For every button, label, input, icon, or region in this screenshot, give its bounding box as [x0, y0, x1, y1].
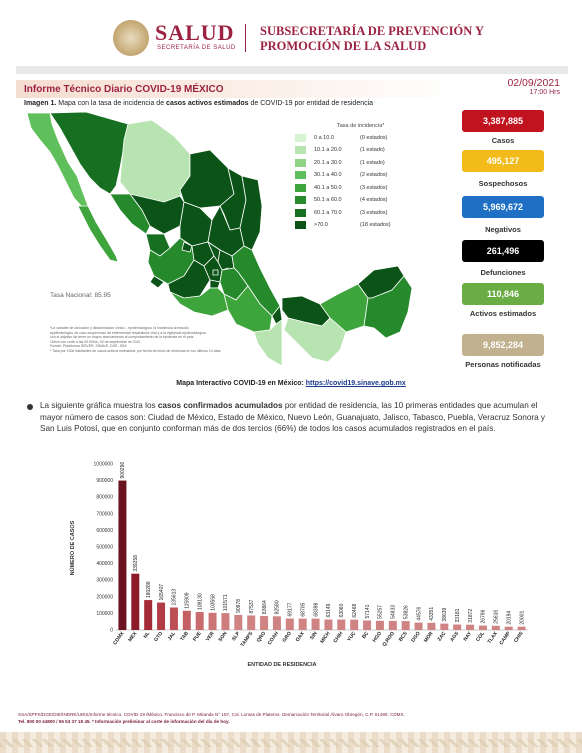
- bar: [337, 620, 345, 630]
- legend-item: [295, 133, 388, 142]
- map-state-chih: [120, 120, 190, 202]
- bar: [196, 612, 204, 630]
- stat-label: Personas notificadas: [465, 360, 541, 369]
- bar: [286, 619, 294, 630]
- stat-label: Casos: [491, 136, 515, 145]
- legend-item: [295, 171, 388, 180]
- bar-value-label: 339258: [133, 554, 140, 572]
- stat-value: 495,127: [462, 150, 544, 172]
- bar: [183, 611, 191, 630]
- bar-value-label: 87537: [248, 599, 255, 614]
- salud-logo-subtitle: SECRETARÍA DE SALUD: [157, 45, 236, 51]
- y-tick-label: 0: [110, 627, 113, 634]
- y-axis-label: NÚMERO DE CASOS: [70, 520, 76, 576]
- footer-line: Tel. 800 00 44800 / 55 53 37 18 45. * Información preliminar al corte de información del día de hoy.: [18, 719, 230, 724]
- legend-swatch: [295, 196, 306, 204]
- legend-count: (4 estados): [360, 197, 388, 203]
- image-caption: Imagen 1. Mapa con la tasa de incidencia de casos activos estimados de COVID-19 por entidad de residencia: [24, 100, 374, 107]
- bar-value-label: 26796: [480, 609, 487, 624]
- y-tick-label: 1000000: [93, 461, 113, 468]
- stat-value: 3,387,885: [462, 110, 544, 132]
- stat-value: 5,969,672: [462, 196, 544, 218]
- bar: [299, 619, 307, 630]
- x-tick-label: MOR: [422, 630, 435, 644]
- legend-range: 50.1 a 60.0: [314, 197, 342, 203]
- legend-swatch: [295, 221, 306, 229]
- bar-value-label: 82580: [274, 600, 281, 615]
- legend-swatch: [295, 159, 306, 167]
- bar-value-label: 38639: [442, 607, 449, 622]
- bar: [415, 623, 423, 630]
- legend-count: (1 estado): [360, 159, 385, 166]
- x-tick-label: COL: [475, 630, 487, 643]
- map-state-chis2: [284, 318, 346, 362]
- legend-count: (3 estados): [360, 209, 388, 216]
- bar-value-label: 68398: [313, 602, 320, 617]
- legend-item: [295, 146, 385, 155]
- map-note: con el objetivo de tener un mayor acercamiento al comportamiento de la epidemia en el país.: [50, 335, 195, 340]
- bar-value-label: 69177: [287, 602, 294, 617]
- bar-value-label: 43351: [429, 606, 436, 621]
- y-tick-label: 800000: [96, 494, 113, 501]
- map-note: epidemiológico de caso sospechoso de enfermedad respiratoria viral y a la vigilancia epidemiológica: [50, 330, 206, 335]
- bar-value-label: 33181: [454, 608, 461, 623]
- stat-label: Activos estimados: [469, 309, 537, 318]
- bar: [260, 616, 268, 630]
- bar-value-label: 20194: [506, 610, 513, 625]
- bar: [144, 600, 152, 630]
- bar-value-label: 31872: [467, 608, 474, 623]
- bar: [247, 615, 255, 630]
- x-tick-label: CDMX: [112, 630, 126, 647]
- y-tick-label: 200000: [96, 594, 113, 601]
- legend-title: Tasa de incidencia*: [337, 123, 385, 129]
- bar-value-label: 55257: [377, 604, 384, 619]
- legend-count: (3 estados): [360, 184, 388, 191]
- x-tick-label: SON: [217, 630, 229, 644]
- stat-label: Negativos: [485, 225, 521, 234]
- x-tick-label: CAMP: [498, 630, 512, 647]
- footer-decorative-pattern: [0, 739, 582, 747]
- bar: [466, 625, 474, 630]
- report-date: 02/09/2021: [507, 77, 560, 89]
- bar: [376, 621, 384, 630]
- stat-value: 261,496: [462, 240, 544, 262]
- x-tick-label: OAX: [294, 630, 306, 644]
- legend-range: 30.1 a 40.0: [314, 172, 342, 178]
- legend-range: 20.1 a 30.0: [314, 159, 342, 166]
- bar: [157, 603, 165, 630]
- bar: [170, 607, 178, 630]
- footer-text: [18, 711, 568, 725]
- bar: [389, 621, 397, 630]
- bar-value-label: 54833: [390, 604, 397, 619]
- bar-value-label: 180288: [145, 581, 152, 599]
- mexico-map-southeast: [282, 262, 414, 366]
- legend-range: 60.1 a 70.0: [314, 209, 342, 216]
- header-divider: [245, 24, 246, 52]
- bar: [440, 624, 448, 630]
- x-tick-label: BCS: [397, 630, 409, 643]
- legend-swatch: [295, 134, 306, 142]
- x-tick-label: MICH: [319, 630, 332, 645]
- bar-value-label: 53826: [403, 605, 410, 620]
- report-title: Informe Técnico Diario COVID-19 MÉXICO: [24, 84, 224, 95]
- report-time: 17:00 Hrs: [529, 89, 560, 96]
- confirmed-cases-bar-chart: [60, 456, 540, 676]
- legend-count: (18 estados): [360, 222, 391, 228]
- y-tick-label: 900000: [96, 478, 113, 485]
- bar: [324, 620, 332, 630]
- x-tick-label: CHIH: [332, 630, 345, 645]
- bar-value-label: 62468: [351, 603, 358, 618]
- x-tick-label: MEX: [127, 630, 139, 644]
- legend-item: [295, 183, 388, 192]
- legend-item: [295, 221, 391, 230]
- bar-value-label: 44576: [416, 606, 423, 621]
- legend-swatch: [295, 184, 306, 192]
- x-tick-label: PUE: [192, 630, 203, 643]
- bar: [350, 620, 358, 630]
- map-state-cdmx: [213, 270, 218, 275]
- legend-count: (0 estados): [360, 134, 388, 141]
- bar: [402, 621, 410, 630]
- bar-value-label: 900296: [120, 461, 127, 479]
- bar: [518, 627, 526, 630]
- x-tick-label: BC: [361, 630, 371, 641]
- stat-label: Defunciones: [480, 268, 526, 277]
- x-tick-label: TAMPS: [239, 630, 255, 649]
- map-note: Fuente: Plataforma SISVER, SINAVE, DGE, SSA: [50, 344, 127, 349]
- bar: [427, 623, 435, 630]
- bar-value-label: 20001: [519, 610, 526, 625]
- x-tick-label: TAB: [179, 630, 190, 643]
- x-tick-label: JAL: [166, 630, 178, 642]
- legend-swatch: [295, 171, 306, 179]
- x-tick-label: COAH: [266, 630, 281, 647]
- bar-value-label: 57141: [364, 604, 371, 619]
- interactive-map-line: Mapa Interactivo COVID-19 en México: https://covid19.sinave.gob.mx: [176, 380, 406, 387]
- bar: [234, 615, 242, 630]
- map-note: Cierre con corte a las 00:00hrs, 02 de septiembre de 2021: [50, 339, 141, 344]
- legend-item: [295, 196, 388, 205]
- map-state-bcs: [78, 206, 118, 262]
- bar-value-label: 135613: [171, 588, 178, 606]
- bar-value-label: 115909: [184, 592, 191, 609]
- bar: [492, 626, 500, 630]
- bar-value-label: 108130: [197, 593, 204, 611]
- national-rate: Tasa Nacional: 85.95: [50, 292, 111, 299]
- stat-label: Sospechosos: [478, 179, 528, 188]
- legend-swatch: [295, 209, 306, 217]
- y-tick-label: 600000: [96, 527, 113, 534]
- top-gray-bar: [16, 66, 568, 74]
- header-title: SUBSECRETARÍA DE PREVENCIÓN Y PROMOCIÓN DE LA SALUD: [260, 24, 484, 53]
- bar: [312, 619, 320, 630]
- bullet-dot: [27, 404, 33, 410]
- interactive-map-link[interactable]: https://covid19.sinave.gob.mx: [305, 380, 406, 387]
- bar: [221, 613, 229, 630]
- x-tick-label: GTO: [153, 630, 165, 643]
- y-tick-label: 700000: [96, 511, 113, 518]
- x-tick-label: DGO: [410, 630, 422, 644]
- map-note: * Tasa por 100k habitantes de casos activos estimados, por fecha de inicio de síntomas en los últimos 14 días.: [50, 348, 222, 353]
- bar-value-label: 68705: [300, 602, 307, 617]
- bar-value-label: 165407: [158, 583, 165, 601]
- bar: [453, 624, 461, 630]
- x-tick-label: HGO: [371, 630, 384, 644]
- y-tick-label: 100000: [96, 610, 113, 617]
- map-notes: [50, 326, 280, 354]
- legend-item: [295, 158, 385, 167]
- bar-value-label: 83864: [261, 600, 268, 615]
- x-axis-label: ENTIDAD DE RESIDENCIA: [247, 662, 317, 668]
- y-tick-label: 300000: [96, 577, 113, 584]
- salud-logo-text: SALUD: [155, 20, 235, 45]
- x-tick-label: QRO: [255, 630, 268, 644]
- footer-line: SSA/SPPS/DGE/DIE/INDRE/UIES/Informe técnico. COVID-19 /México. Francisco de P. Miranda N° 157, Col. Lomas de Plateros, Demarcación Territorial Álvaro Obregón, C.P. 01480. CDMX.: [18, 712, 405, 717]
- x-tick-label: SIN: [309, 630, 319, 641]
- bar: [363, 621, 371, 630]
- legend-item: [295, 208, 388, 217]
- legend-range: 40.1 a 50.0: [314, 184, 342, 191]
- x-tick-label: GRO: [281, 630, 293, 644]
- bar: [273, 616, 281, 630]
- bar: [131, 574, 139, 630]
- x-tick-label: NAY: [462, 630, 474, 643]
- map-state-zac: [180, 202, 212, 246]
- legend-swatch: [295, 146, 306, 154]
- summary-paragraph: La siguiente gráfica muestra los casos confirmados acumulados por entidad de residencia, las 10 primeras entidades que acumulan el mayor número de casos son: Ciudad de México, Estado de México, Nuevo León, Guanajuato, Jalisco, Tabasco, Puebla, Veracruz Sonora y San Luis Potosí, que en conjunto conforman más de dos tercios (66%) de todos los casos acumulados registrados en el país.: [40, 401, 546, 433]
- x-tick-label: NL: [142, 630, 152, 640]
- x-tick-label: TLAX: [486, 630, 499, 645]
- legend-range: 0 a 10.0: [314, 134, 334, 141]
- bar-value-label: 63060: [339, 603, 346, 618]
- bar: [479, 626, 487, 630]
- legend-count: (1 estado): [360, 147, 385, 153]
- legend-count: (2 estados): [360, 172, 388, 178]
- y-tick-label: 500000: [96, 544, 113, 551]
- bar: [209, 613, 217, 630]
- bar-value-label: 63149: [326, 603, 333, 618]
- x-tick-label: CHIS: [512, 630, 525, 644]
- stat-value: 9,852,284: [462, 334, 544, 356]
- bar-value-label: 101571: [223, 594, 230, 612]
- bar-value-label: 90978: [236, 598, 243, 613]
- x-tick-label: Q.ROO: [381, 630, 396, 648]
- legend-range: 10.1 a 20.0: [314, 147, 342, 153]
- mexico-emblem-logo: [113, 20, 149, 56]
- bar-value-label: 25616: [493, 609, 500, 624]
- bar-value-label: 103558: [210, 594, 217, 611]
- stat-value: 110,846: [462, 283, 544, 305]
- x-tick-label: SLP: [230, 630, 242, 643]
- x-tick-label: VER: [204, 630, 216, 643]
- x-tick-label: ZAC: [436, 630, 448, 643]
- bar: [118, 481, 126, 630]
- x-tick-label: AGS: [449, 630, 461, 644]
- x-tick-label: YUC: [346, 630, 358, 643]
- legend-range: >70.0: [314, 222, 328, 228]
- y-tick-label: 400000: [96, 561, 113, 568]
- bar: [505, 627, 513, 630]
- map-note: *La variable de ubicación y dictaminación clínico - epidemiológica, la incidencia al estudio: [50, 326, 189, 330]
